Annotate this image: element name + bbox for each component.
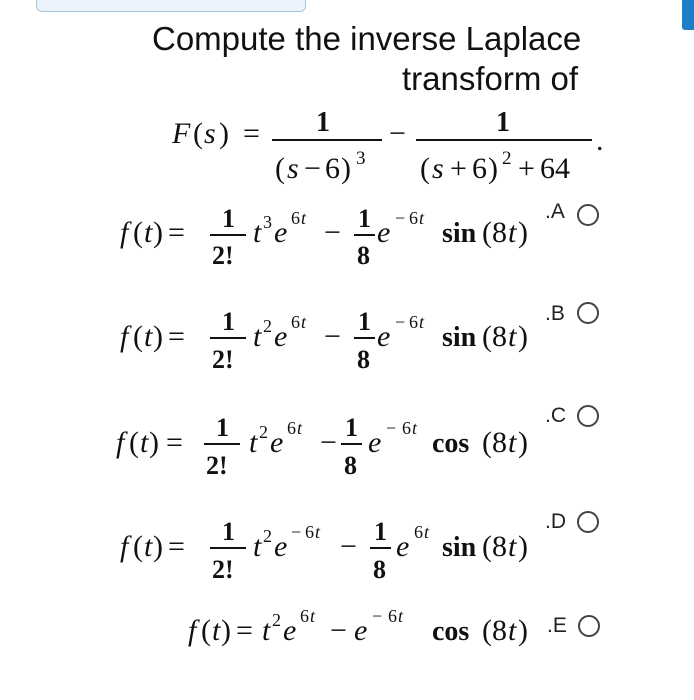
svg-text:t: t [144, 530, 153, 563]
svg-text:t: t [301, 312, 307, 332]
svg-text:6: 6 [414, 522, 423, 542]
svg-text:=: = [168, 320, 185, 353]
svg-text:2: 2 [502, 148, 512, 169]
svg-text:−: − [340, 530, 357, 563]
svg-text:1: 1 [496, 107, 510, 138]
svg-text:e: e [377, 320, 391, 353]
svg-text:e: e [274, 216, 288, 249]
svg-text:sin: sin [442, 322, 477, 353]
svg-text:e: e [283, 614, 297, 647]
svg-text:1: 1 [345, 413, 358, 442]
svg-text:1: 1 [222, 517, 235, 546]
svg-text:t: t [253, 320, 262, 353]
svg-text:1: 1 [222, 307, 235, 336]
svg-text:): ) [518, 614, 528, 647]
svg-text:6: 6 [300, 606, 309, 626]
svg-text:6: 6 [388, 606, 397, 626]
svg-text:8: 8 [357, 345, 370, 374]
svg-text:cos: cos [432, 428, 470, 459]
svg-text:6: 6 [287, 418, 296, 438]
svg-text:s: s [204, 117, 216, 150]
svg-text:2: 2 [263, 316, 272, 336]
option-a-radio[interactable] [577, 204, 599, 226]
svg-text:f: f [120, 320, 129, 353]
svg-text:(: ( [201, 614, 211, 647]
svg-text:e: e [354, 614, 368, 647]
svg-text:t: t [140, 426, 149, 459]
svg-text:): ) [518, 426, 528, 459]
svg-text:=: = [243, 117, 260, 150]
svg-text:t: t [144, 320, 153, 353]
svg-text:(: ( [133, 216, 143, 249]
svg-text:t: t [315, 522, 321, 542]
svg-text:1: 1 [216, 413, 229, 442]
svg-text:(: ( [129, 426, 139, 459]
svg-text:=: = [166, 426, 183, 459]
svg-text:t: t [398, 606, 404, 626]
option-e-radio[interactable] [578, 615, 600, 637]
svg-text:1: 1 [358, 204, 371, 233]
svg-text:e: e [368, 426, 382, 459]
svg-text:+: + [450, 152, 467, 185]
svg-text:6: 6 [409, 312, 418, 332]
svg-text:6: 6 [325, 152, 340, 185]
svg-text:t: t [508, 614, 517, 647]
svg-text:t: t [508, 426, 517, 459]
svg-text:t: t [144, 216, 153, 249]
svg-text:2: 2 [259, 422, 268, 442]
svg-text:(: ( [420, 152, 430, 185]
svg-text:(8: (8 [482, 530, 507, 563]
option-e-letter: .E [547, 614, 567, 637]
svg-text:(: ( [193, 117, 203, 150]
svg-text:): ) [518, 216, 528, 249]
svg-text:): ) [149, 426, 159, 459]
svg-text:): ) [153, 216, 163, 249]
svg-text:2!: 2! [206, 451, 228, 480]
top-panel-tab [36, 0, 306, 12]
svg-text:6: 6 [291, 208, 300, 228]
svg-text:t: t [508, 216, 517, 249]
option-b-letter: .B [545, 302, 565, 325]
svg-text:s: s [432, 152, 444, 185]
svg-text:cos: cos [432, 616, 470, 647]
svg-text:6: 6 [305, 522, 314, 542]
svg-text:−: − [395, 208, 406, 228]
svg-text:e: e [270, 426, 284, 459]
svg-text:−: − [324, 320, 341, 353]
svg-text:t: t [419, 312, 425, 332]
svg-text:): ) [153, 530, 163, 563]
svg-text:t: t [262, 614, 271, 647]
svg-text:F: F [172, 117, 191, 150]
svg-text:8: 8 [357, 241, 370, 270]
svg-text:f: f [120, 530, 129, 563]
svg-text:f: f [120, 216, 129, 249]
svg-text:6: 6 [402, 418, 411, 438]
svg-text:): ) [153, 320, 163, 353]
svg-text:2!: 2! [212, 555, 234, 584]
svg-text:3: 3 [356, 148, 366, 169]
svg-text:2: 2 [272, 610, 281, 630]
svg-text:): ) [518, 320, 528, 353]
svg-text:(8: (8 [482, 320, 507, 353]
svg-text:f: f [116, 426, 125, 459]
svg-text:t: t [212, 614, 221, 647]
svg-text:(: ( [275, 152, 285, 185]
svg-text:(: ( [133, 320, 143, 353]
svg-text:t: t [310, 606, 316, 626]
svg-text:e: e [274, 530, 288, 563]
svg-text:3: 3 [263, 212, 272, 232]
svg-text:8: 8 [344, 451, 357, 480]
svg-text:): ) [488, 152, 498, 185]
svg-text:): ) [219, 117, 229, 150]
svg-text:t: t [253, 216, 262, 249]
svg-text:t: t [419, 208, 425, 228]
svg-text:=: = [168, 530, 185, 563]
svg-text:=: = [236, 614, 253, 647]
svg-text:(: ( [133, 530, 143, 563]
svg-text:−: − [291, 522, 302, 542]
svg-text:−: − [304, 152, 321, 185]
svg-text:−: − [386, 418, 397, 438]
svg-text:f: f [188, 614, 197, 647]
svg-text:−: − [324, 216, 341, 249]
svg-text:t: t [301, 208, 307, 228]
svg-text:−: − [320, 426, 337, 459]
svg-text:t: t [508, 320, 517, 353]
svg-text:(8: (8 [482, 614, 507, 647]
svg-text:2!: 2! [212, 241, 234, 270]
svg-text:1: 1 [316, 107, 330, 138]
svg-text:2!: 2! [212, 345, 234, 374]
option-d-radio[interactable] [577, 511, 599, 533]
svg-text:6: 6 [472, 152, 487, 185]
svg-text:(8: (8 [482, 426, 507, 459]
option-a-letter: .A [545, 200, 565, 223]
svg-text:t: t [412, 418, 418, 438]
svg-text:6: 6 [291, 312, 300, 332]
svg-text:.: . [596, 124, 604, 157]
svg-text:−: − [395, 312, 406, 332]
svg-text:e: e [396, 530, 410, 563]
option-c-letter: .C [545, 404, 566, 427]
question-line-1: Compute the inverse Laplace [152, 20, 582, 57]
svg-text:): ) [221, 614, 231, 647]
scrollbar-accent [682, 0, 694, 30]
svg-text:+: + [518, 152, 535, 185]
svg-text:=: = [168, 216, 185, 249]
svg-text:t: t [253, 530, 262, 563]
svg-text:1: 1 [222, 204, 235, 233]
svg-text:6: 6 [409, 208, 418, 228]
svg-text:e: e [377, 216, 391, 249]
svg-text:64: 64 [540, 152, 570, 185]
svg-text:1: 1 [358, 307, 371, 336]
question-line-2: transform of [402, 60, 579, 97]
svg-text:t: t [424, 522, 430, 542]
svg-text:(8: (8 [482, 216, 507, 249]
svg-text:s: s [287, 152, 299, 185]
option-d-letter: .D [545, 510, 566, 533]
svg-text:): ) [518, 530, 528, 563]
svg-text:t: t [249, 426, 258, 459]
svg-text:e: e [274, 320, 288, 353]
svg-text:sin: sin [442, 532, 477, 563]
svg-text:8: 8 [373, 555, 386, 584]
svg-text:2: 2 [263, 526, 272, 546]
svg-text:−: − [330, 614, 347, 647]
svg-text:): ) [341, 152, 351, 185]
option-b-radio[interactable] [577, 302, 599, 324]
option-c-radio[interactable] [577, 405, 599, 427]
svg-text:−: − [372, 606, 383, 626]
svg-text:−: − [389, 117, 406, 150]
svg-text:1: 1 [374, 517, 387, 546]
svg-text:sin: sin [442, 218, 477, 249]
svg-text:t: t [297, 418, 303, 438]
svg-text:t: t [508, 530, 517, 563]
